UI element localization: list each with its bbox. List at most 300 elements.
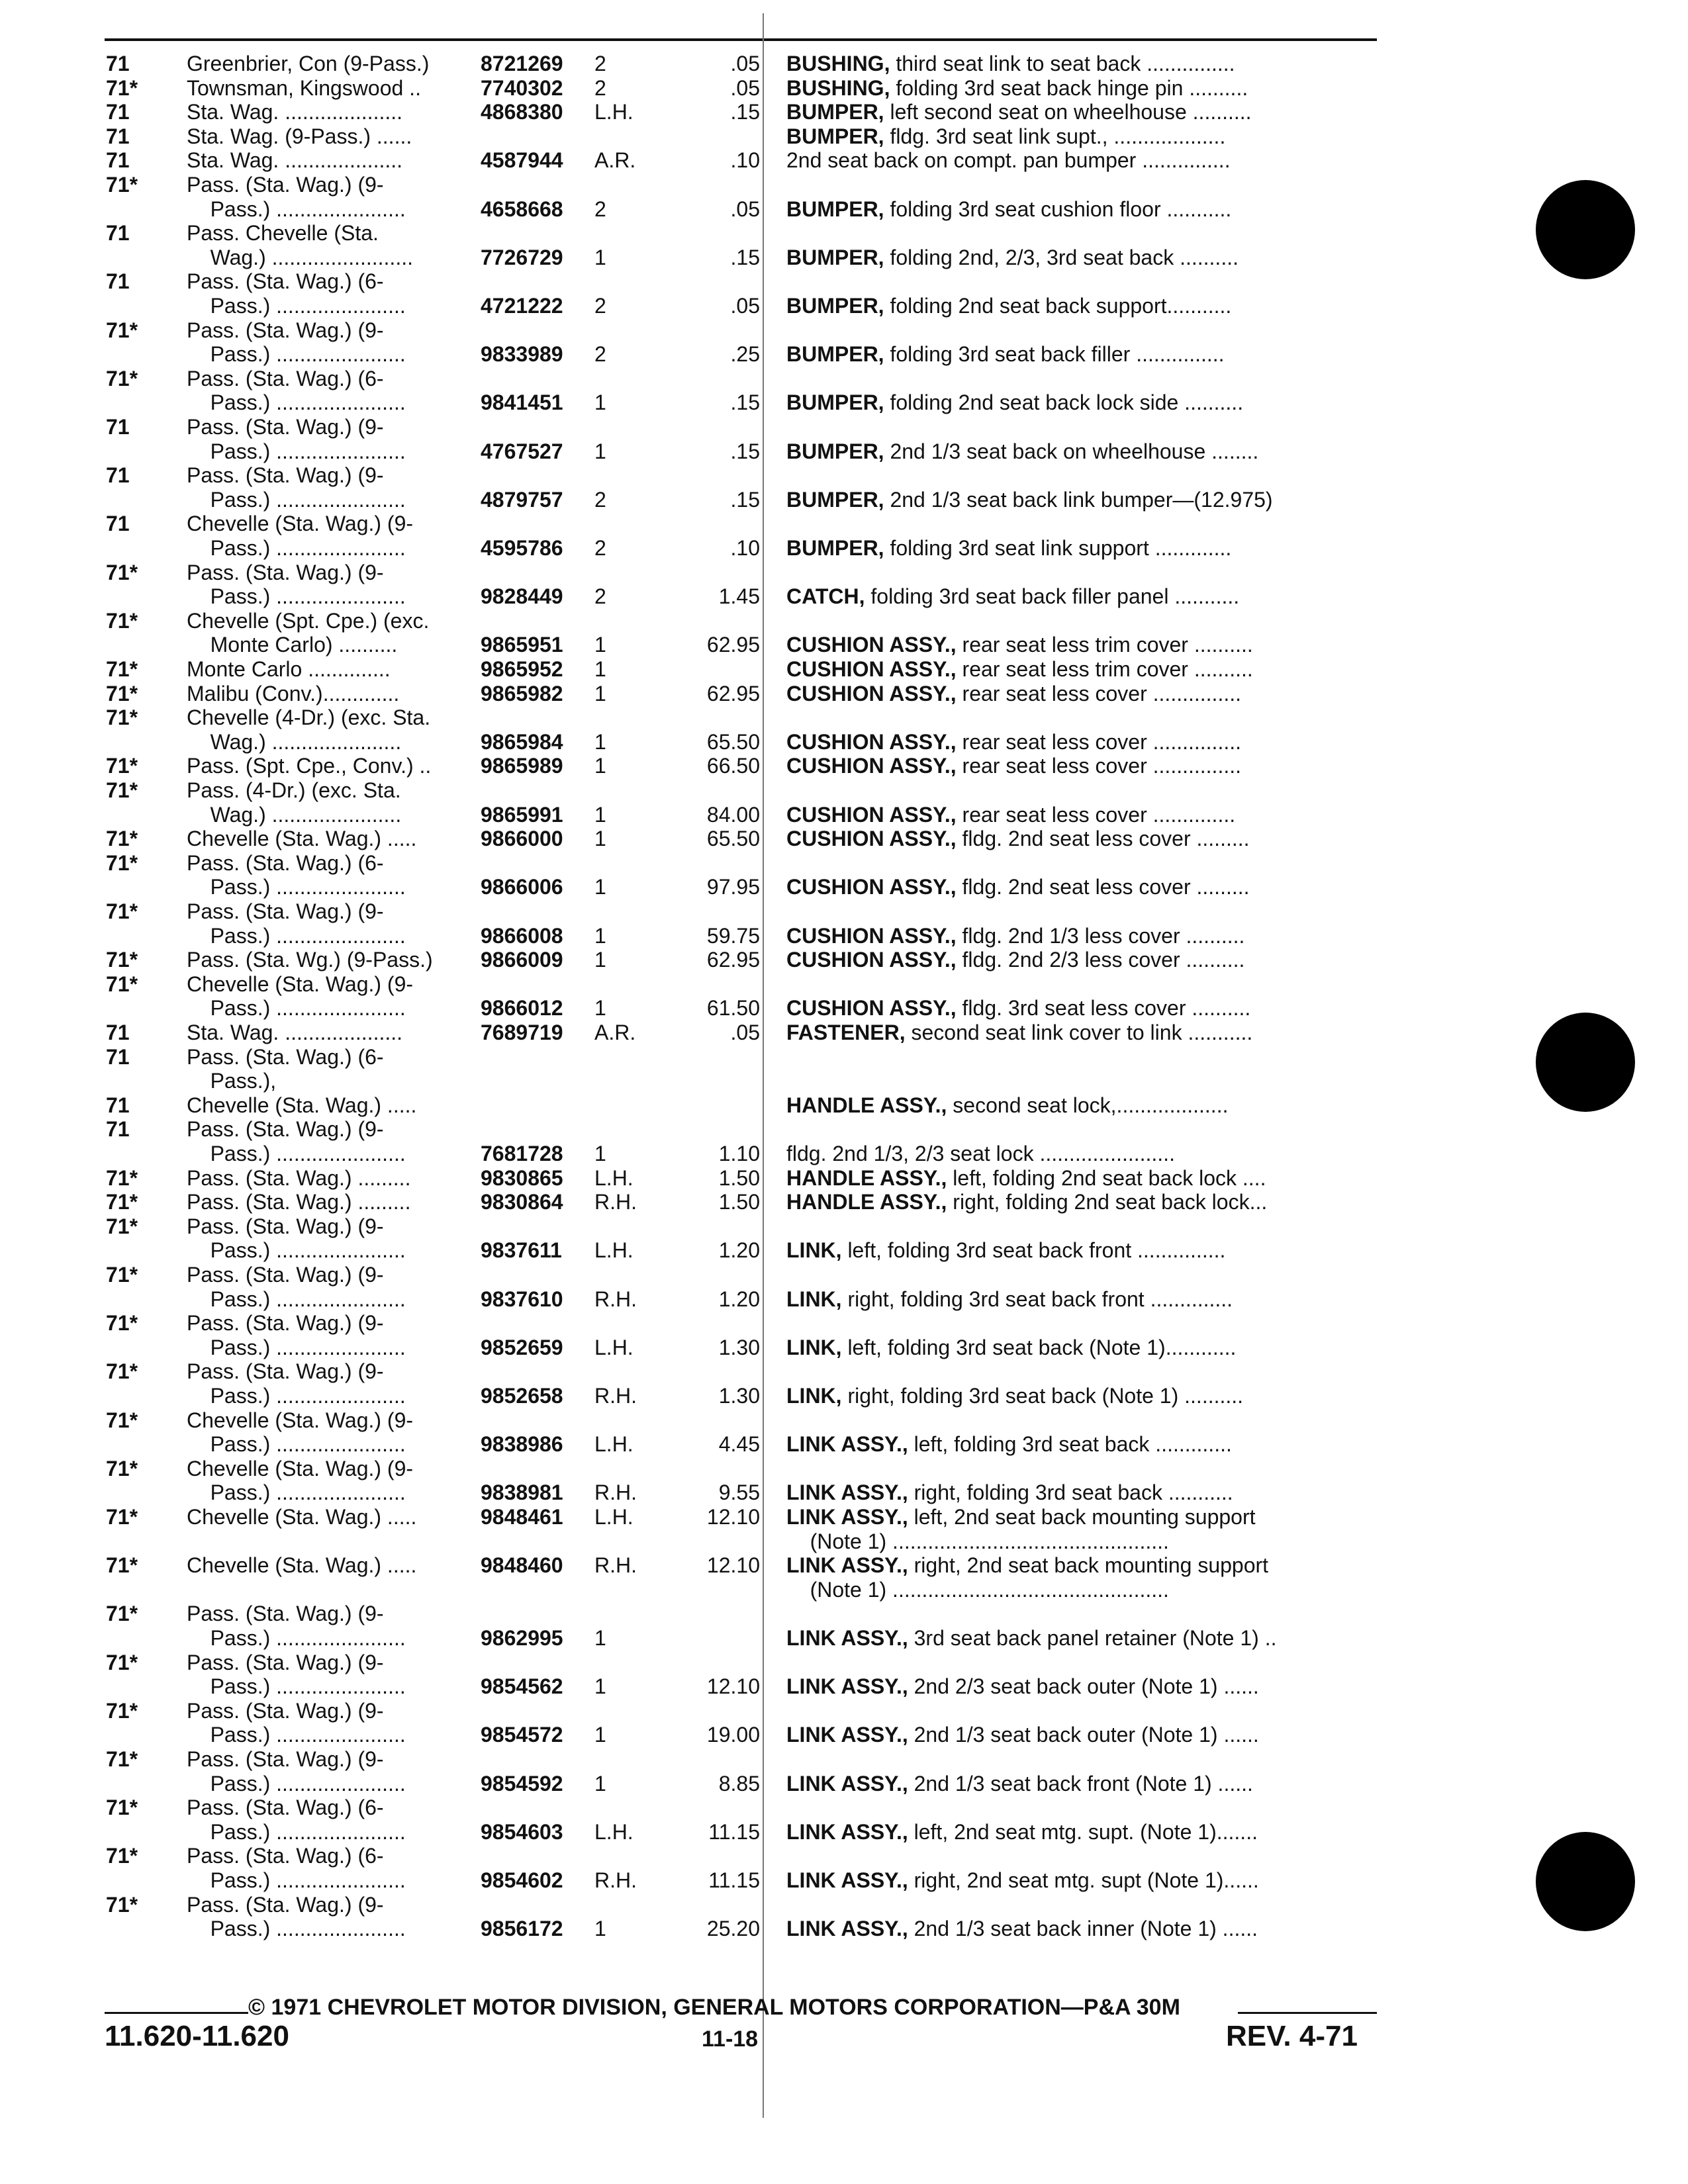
quantity: 1 xyxy=(594,1142,606,1165)
part-detail: fldg. 3rd seat less cover .......... xyxy=(956,996,1251,1021)
part-detail: fldg. 2nd 2/3 less cover .......... xyxy=(956,948,1245,972)
part-number: 9841451 xyxy=(481,390,563,415)
model-year: 71 xyxy=(106,1117,130,1142)
quantity: R.H. xyxy=(594,1384,637,1408)
part-detail: fldg. 3rd seat link supt., ................... xyxy=(884,124,1226,148)
part-description xyxy=(786,1021,1377,1044)
price: 4.45 xyxy=(718,1432,760,1457)
model-description: Wag.) ...................... xyxy=(187,729,402,754)
part-detail: (Note 1) ............................................... xyxy=(786,1529,1169,1553)
price: .15 xyxy=(730,439,760,463)
part-description xyxy=(786,536,1377,560)
top-rule xyxy=(105,38,1377,41)
model-description: Pass.) ...................... xyxy=(187,1674,406,1699)
price: 11.15 xyxy=(708,1868,760,1892)
quantity: 1 xyxy=(594,923,606,948)
model-description: Wag.) ...................... xyxy=(187,802,402,827)
model-year: 71 xyxy=(106,269,130,294)
part-description xyxy=(786,1093,1377,1117)
part-description xyxy=(786,1142,1377,1165)
model-description: Pass.) ...................... xyxy=(187,1771,406,1796)
part-detail: left, 2nd seat back mounting support xyxy=(908,1505,1256,1529)
price: 62.95 xyxy=(706,633,760,657)
model-year: 71* xyxy=(106,1311,138,1336)
part-detail: rear seat less trim cover .......... xyxy=(956,633,1253,657)
price: .05 xyxy=(730,294,760,318)
part-detail: folding 3rd seat cushion floor ........... xyxy=(884,197,1232,221)
model-description: Pass. (Sta. Wag.) (9- xyxy=(187,1263,384,1287)
model-description: Pass.) ...................... xyxy=(187,1868,406,1892)
quantity: R.H. xyxy=(594,1190,637,1214)
price: 19.00 xyxy=(706,1723,760,1747)
part-description xyxy=(786,246,1377,269)
model-description: Pass.) ...................... xyxy=(187,996,406,1021)
price: 1.10 xyxy=(718,1142,760,1165)
model-description: Pass.) ...................... xyxy=(187,487,406,512)
price: 59.75 xyxy=(706,923,760,948)
model-year: 71* xyxy=(106,1214,138,1238)
model-description: Pass. (Sta. Wag.) (9- xyxy=(187,1892,384,1917)
footer-revision: REV. 4-71 xyxy=(1226,2020,1358,2052)
part-number: 9854562 xyxy=(481,1674,563,1699)
quantity: L.H. xyxy=(594,1165,633,1190)
quantity: L.H. xyxy=(594,1432,633,1457)
part-number: 9837610 xyxy=(481,1287,563,1311)
model-description: Pass. (Sta. Wag.) (6- xyxy=(187,366,384,390)
model-description: Malibu (Conv.)............. xyxy=(187,681,400,705)
part-number: 4767527 xyxy=(481,439,563,463)
quantity: A.R. xyxy=(594,1021,636,1044)
model-description: Chevelle (Sta. Wag.) ..... xyxy=(187,1505,417,1529)
model-description: Pass. (4-Dr.) (exc. Sta. xyxy=(187,778,401,802)
part-detail: folding 2nd, 2/3, 3rd seat back .......... xyxy=(884,245,1239,269)
part-name: BUMPER, xyxy=(786,124,884,148)
price: .05 xyxy=(730,52,760,75)
model-year: 71* xyxy=(106,75,138,100)
price: 1.30 xyxy=(718,1384,760,1408)
price: 1.20 xyxy=(718,1287,760,1311)
part-name: LINK ASSY., xyxy=(786,1553,908,1578)
model-year: 71* xyxy=(106,778,138,802)
model-description: Pass. (Sta. Wag.) (9- xyxy=(187,1214,384,1238)
model-description: Pass. (Sta. Wag.) (9- xyxy=(187,463,384,488)
price: 11.15 xyxy=(708,1819,760,1844)
model-year: 71* xyxy=(106,560,138,584)
model-description: Pass. (Sta. Wag.) (9- xyxy=(187,1359,384,1384)
part-detail: left, folding 3rd seat back front ............... xyxy=(841,1238,1226,1263)
part-description xyxy=(786,1384,1377,1408)
price: .05 xyxy=(730,1021,760,1044)
center-divider xyxy=(763,13,764,2118)
part-detail: third seat link to seat back ............... xyxy=(890,52,1235,75)
part-detail: second seat link cover to link ........... xyxy=(905,1021,1253,1044)
model-year: 71* xyxy=(106,899,138,923)
part-description xyxy=(786,76,1377,100)
quantity: 1 xyxy=(594,681,606,705)
model-year: 71* xyxy=(106,1602,138,1626)
price: 1.30 xyxy=(718,1335,760,1359)
part-name: LINK, xyxy=(786,1335,842,1359)
model-description: Pass.) ...................... xyxy=(187,1238,406,1263)
part-name: LINK ASSY., xyxy=(786,1917,908,1941)
quantity: L.H. xyxy=(594,1238,633,1263)
part-number: 9852659 xyxy=(481,1335,563,1359)
part-detail: folding 3rd seat link support ............. xyxy=(884,536,1232,560)
quantity: 2 xyxy=(594,536,606,560)
part-name: BUMPER, xyxy=(786,342,884,367)
model-description: Pass.) ...................... xyxy=(187,1626,406,1650)
part-detail: rear seat less cover .............. xyxy=(956,802,1236,827)
price: .15 xyxy=(730,245,760,269)
part-number: 9866006 xyxy=(481,875,563,899)
price: 62.95 xyxy=(706,681,760,705)
model-year: 71* xyxy=(106,1698,138,1723)
part-description xyxy=(786,1578,1377,1602)
part-name: CUSHION ASSY., xyxy=(786,633,957,657)
quantity: L.H. xyxy=(594,100,633,124)
footer-rule-left xyxy=(105,2012,248,2014)
part-detail: rear seat less cover ............... xyxy=(956,729,1241,754)
part-name: LINK ASSY., xyxy=(786,1674,908,1699)
model-description: Chevelle (4-Dr.) (exc. Sta. xyxy=(187,705,431,730)
quantity: 2 xyxy=(594,197,606,221)
part-number: 9865951 xyxy=(481,633,563,657)
part-detail: 2nd 1/3 seat back front (Note 1) ...... xyxy=(908,1771,1253,1796)
model-description: Pass.) ...................... xyxy=(187,1917,406,1941)
model-description: Pass. (Sta. Wg.) (9-Pass.) xyxy=(187,948,433,972)
part-detail: (Note 1) ............................................... xyxy=(786,1577,1169,1602)
model-description: Chevelle (Sta. Wag.) ..... xyxy=(187,1553,417,1578)
part-name: BUMPER, xyxy=(786,536,884,560)
model-year: 71* xyxy=(106,1263,138,1287)
part-number: 9838986 xyxy=(481,1432,563,1457)
part-number: 9838981 xyxy=(481,1480,563,1505)
part-detail: 2nd 1/3 seat back inner (Note 1) ...... xyxy=(908,1917,1258,1941)
model-description: Pass. (Sta. Wag.) (9- xyxy=(187,1602,384,1626)
price: .15 xyxy=(730,100,760,124)
model-year: 71* xyxy=(106,1553,138,1578)
part-name: HANDLE ASSY., xyxy=(786,1190,947,1214)
part-number: 4879757 xyxy=(481,487,563,512)
part-detail: right, folding 3rd seat back (Note 1) .......... xyxy=(841,1384,1244,1408)
quantity: L.H. xyxy=(594,1335,633,1359)
model-description: Chevelle (Sta. Wag.) ..... xyxy=(187,827,417,851)
part-name: LINK, xyxy=(786,1384,842,1408)
part-number: 7726729 xyxy=(481,245,563,269)
model-year: 71* xyxy=(106,608,138,633)
part-number: 9848461 xyxy=(481,1505,563,1529)
part-number: 9828449 xyxy=(481,584,563,609)
part-number: 4587944 xyxy=(481,148,563,173)
model-description: Wag.) ........................ xyxy=(187,245,413,269)
model-description: Townsman, Kingswood .. xyxy=(187,75,421,100)
quantity: R.H. xyxy=(594,1868,637,1892)
part-detail: 2nd 1/3 seat back on wheelhouse ........ xyxy=(884,439,1259,463)
model-year: 71* xyxy=(106,173,138,197)
model-description: Greenbrier, Con (9-Pass.) xyxy=(187,52,430,75)
model-year: 71 xyxy=(106,463,130,488)
price: .05 xyxy=(730,75,760,100)
part-detail: folding 3rd seat back filler panel ........... xyxy=(865,584,1240,609)
model-description: Pass. (Sta. Wag.) (9- xyxy=(187,1747,384,1771)
model-year: 71* xyxy=(106,1796,138,1820)
part-name: FASTENER, xyxy=(786,1021,906,1044)
part-number: 7689719 xyxy=(481,1021,563,1044)
part-name: BUMPER, xyxy=(786,487,884,512)
model-description: Pass.) ...................... xyxy=(187,197,406,221)
model-year: 71* xyxy=(106,1650,138,1674)
price: 66.50 xyxy=(706,754,760,778)
price: .15 xyxy=(730,487,760,512)
quantity: 1 xyxy=(594,633,606,657)
footer-copyright: © 1971 CHEVROLET MOTOR DIVISION, GENERAL MOTORS CORPORATION—P&A 30M xyxy=(248,1995,1180,2020)
part-name: CATCH, xyxy=(786,584,865,609)
part-name: CUSHION ASSY., xyxy=(786,827,957,851)
model-year: 71* xyxy=(106,366,138,390)
part-number: 7740302 xyxy=(481,75,563,100)
part-description xyxy=(786,875,1377,899)
price: .25 xyxy=(730,342,760,367)
part-number: 9833989 xyxy=(481,342,563,367)
quantity: 1 xyxy=(594,948,606,972)
quantity: 1 xyxy=(594,657,606,681)
quantity: L.H. xyxy=(594,1505,633,1529)
part-description xyxy=(786,948,1377,972)
model-description: Pass. (Sta. Wag.) ......... xyxy=(187,1165,411,1190)
part-description xyxy=(786,197,1377,221)
model-description: Chevelle (Sta. Wag.) ..... xyxy=(187,1093,417,1117)
model-description: Sta. Wag. .................... xyxy=(187,100,403,124)
part-number: 9865989 xyxy=(481,754,563,778)
quantity: 1 xyxy=(594,754,606,778)
part-detail: 3rd seat back panel retainer (Note 1) .. xyxy=(908,1626,1277,1650)
part-description xyxy=(786,1674,1377,1698)
model-description: Pass.) ...................... xyxy=(187,294,406,318)
model-description: Chevelle (Sta. Wag.) (9- xyxy=(187,512,414,536)
part-description xyxy=(786,1432,1377,1456)
model-description: Pass. (Sta. Wag.) (6- xyxy=(187,1844,384,1868)
part-name: CUSHION ASSY., xyxy=(786,754,957,778)
part-number: 4868380 xyxy=(481,100,563,124)
price: 8.85 xyxy=(718,1771,760,1796)
model-description: Chevelle (Sta. Wag.) (9- xyxy=(187,1408,414,1432)
model-description: Pass. (Spt. Cpe., Conv.) .. xyxy=(187,754,432,778)
price: 1.50 xyxy=(718,1165,760,1190)
part-description xyxy=(786,657,1377,681)
part-name: LINK ASSY., xyxy=(786,1626,908,1650)
model-description: Pass. (Sta. Wag.) (6- xyxy=(187,1044,384,1069)
model-year: 71 xyxy=(106,415,130,439)
part-detail: second seat lock,................... xyxy=(947,1093,1229,1117)
model-description: Sta. Wag. (9-Pass.) ...... xyxy=(187,124,412,148)
model-year: 71 xyxy=(106,221,130,246)
part-number: 9865984 xyxy=(481,729,563,754)
part-number: 9865991 xyxy=(481,802,563,827)
model-description: Pass. (Sta. Wag.) (9- xyxy=(187,318,384,342)
part-name: LINK ASSY., xyxy=(786,1505,908,1529)
part-name: BUMPER, xyxy=(786,245,884,269)
model-description: Pass.) ...................... xyxy=(187,342,406,367)
model-description: Pass. (Sta. Wag.) (6- xyxy=(187,269,384,294)
part-name: CUSHION ASSY., xyxy=(786,948,957,972)
binder-hole-bottom xyxy=(1536,1832,1635,1931)
price: 12.10 xyxy=(706,1505,760,1529)
part-number: 8721269 xyxy=(481,52,563,75)
quantity: R.H. xyxy=(594,1553,637,1578)
model-year: 71* xyxy=(106,850,138,875)
part-name: LINK, xyxy=(786,1287,842,1311)
part-description xyxy=(786,1166,1377,1190)
model-year: 71* xyxy=(106,754,138,778)
part-name: CUSHION ASSY., xyxy=(786,681,957,705)
model-description: Pass. (Sta. Wag.) (9- xyxy=(187,899,384,923)
part-name: LINK ASSY., xyxy=(786,1480,908,1505)
price: .05 xyxy=(730,197,760,221)
part-detail: left second seat on wheelhouse .......... xyxy=(884,100,1252,124)
model-year: 71* xyxy=(106,972,138,996)
part-detail: 2nd 1/3 seat back link bumper—(12.975) xyxy=(884,487,1273,512)
price: 9.55 xyxy=(718,1480,760,1505)
part-name: LINK ASSY., xyxy=(786,1723,908,1747)
model-year: 71* xyxy=(106,1190,138,1214)
footer-section-number: 11.620-11.620 xyxy=(105,2020,289,2052)
model-year: 71 xyxy=(106,1044,130,1069)
model-year: 71 xyxy=(106,100,130,124)
part-number: 9865952 xyxy=(481,657,563,681)
model-description: Pass. (Sta. Wag.) ......... xyxy=(187,1190,411,1214)
part-detail: right, 2nd seat back mounting support xyxy=(908,1553,1269,1578)
quantity: 1 xyxy=(594,1626,606,1650)
quantity: 1 xyxy=(594,996,606,1021)
model-description: Pass.) ...................... xyxy=(187,1335,406,1359)
part-detail: 2nd 2/3 seat back outer (Note 1) ...... xyxy=(908,1674,1259,1699)
part-detail: fldg. 2nd seat less cover ......... xyxy=(956,875,1250,899)
part-number: 9866008 xyxy=(481,923,563,948)
part-description xyxy=(786,1820,1377,1844)
quantity: 1 xyxy=(594,802,606,827)
part-description xyxy=(786,924,1377,948)
model-year: 71* xyxy=(106,1359,138,1384)
model-description: Monte Carlo .............. xyxy=(187,657,391,681)
footer-page-number: 11-18 xyxy=(702,2026,759,2052)
part-name: CUSHION ASSY., xyxy=(786,923,957,948)
part-description xyxy=(786,584,1377,608)
part-description xyxy=(786,294,1377,318)
model-year: 71* xyxy=(106,1165,138,1190)
model-year: 71* xyxy=(106,681,138,705)
model-year: 71* xyxy=(106,657,138,681)
quantity: 2 xyxy=(594,487,606,512)
model-year: 71* xyxy=(106,1844,138,1868)
quantity: 1 xyxy=(594,390,606,415)
part-description xyxy=(786,390,1377,414)
model-description: Pass.) ...................... xyxy=(187,584,406,609)
model-description: Sta. Wag. .................... xyxy=(187,148,403,173)
model-year: 71* xyxy=(106,1408,138,1432)
model-description: Pass.) ...................... xyxy=(187,923,406,948)
model-description: Pass.) ...................... xyxy=(187,536,406,560)
part-description xyxy=(786,682,1377,705)
model-description: Chevelle (Sta. Wag.) (9- xyxy=(187,972,414,996)
part-description xyxy=(786,1626,1377,1650)
part-number: 7681728 xyxy=(481,1142,563,1165)
part-number: 9854572 xyxy=(481,1723,563,1747)
part-number: 9830865 xyxy=(481,1165,563,1190)
price: 1.20 xyxy=(718,1238,760,1263)
model-description: Chevelle (Sta. Wag.) (9- xyxy=(187,1456,414,1480)
model-year: 71* xyxy=(106,1456,138,1480)
model-description: Pass.), xyxy=(187,1069,277,1093)
binder-hole-top xyxy=(1536,180,1635,279)
part-description xyxy=(786,1505,1377,1529)
part-name: LINK ASSY., xyxy=(786,1432,908,1457)
part-detail: 2nd seat back on compt. pan bumper ............... xyxy=(786,148,1231,173)
quantity: 2 xyxy=(594,584,606,609)
part-name: BUMPER, xyxy=(786,197,884,221)
model-year: 71* xyxy=(106,1747,138,1771)
quantity: 1 xyxy=(594,827,606,851)
price: 97.95 xyxy=(706,875,760,899)
part-name: BUMPER, xyxy=(786,294,884,318)
model-year: 71 xyxy=(106,1093,130,1117)
part-number: 4721222 xyxy=(481,294,563,318)
model-description: Pass.) ...................... xyxy=(187,875,406,899)
price: .10 xyxy=(730,148,760,173)
part-detail: fldg. 2nd 1/3 less cover .......... xyxy=(956,923,1245,948)
quantity: 1 xyxy=(594,875,606,899)
part-description xyxy=(786,439,1377,463)
part-number: 9852658 xyxy=(481,1384,563,1408)
model-description: Pass.) ...................... xyxy=(187,1819,406,1844)
part-detail: folding 3rd seat back filler ............... xyxy=(884,342,1225,367)
quantity: 1 xyxy=(594,1917,606,1941)
part-description xyxy=(786,100,1377,124)
part-detail: left, folding 3rd seat back (Note 1)............ xyxy=(841,1335,1237,1359)
part-description xyxy=(786,1480,1377,1504)
quantity: 2 xyxy=(594,294,606,318)
model-description: Pass. (Sta. Wag.) (9- xyxy=(187,1650,384,1674)
price: 65.50 xyxy=(706,827,760,851)
model-description: Pass. (Sta. Wag.) (9- xyxy=(187,415,384,439)
part-detail: left, folding 2nd seat back lock .... xyxy=(947,1165,1266,1190)
price: 1.50 xyxy=(718,1190,760,1214)
part-description xyxy=(786,1917,1377,1940)
part-description xyxy=(786,124,1377,148)
part-description xyxy=(786,754,1377,778)
part-description xyxy=(786,1553,1377,1577)
model-description: Pass.) ...................... xyxy=(187,390,406,415)
part-detail: right, folding 2nd seat back lock... xyxy=(947,1190,1268,1214)
quantity: 1 xyxy=(594,1723,606,1747)
part-description xyxy=(786,1723,1377,1747)
part-name: BUMPER, xyxy=(786,439,884,463)
part-name: BUMPER, xyxy=(786,100,884,124)
part-number: 9848460 xyxy=(481,1553,563,1578)
part-name: HANDLE ASSY., xyxy=(786,1093,947,1117)
part-number: 9866012 xyxy=(481,996,563,1021)
quantity: 2 xyxy=(594,75,606,100)
part-number: 9865982 xyxy=(481,681,563,705)
footer-rule-right xyxy=(1238,2012,1377,2014)
part-name: BUSHING, xyxy=(786,75,890,100)
part-description xyxy=(786,1336,1377,1359)
model-description: Pass. (Sta. Wag.) (9- xyxy=(187,560,384,584)
part-description xyxy=(786,633,1377,657)
model-description: Pass.) ...................... xyxy=(187,1723,406,1747)
part-number: 9866009 xyxy=(481,948,563,972)
part-number: 9866000 xyxy=(481,827,563,851)
part-number: 9854603 xyxy=(481,1819,563,1844)
